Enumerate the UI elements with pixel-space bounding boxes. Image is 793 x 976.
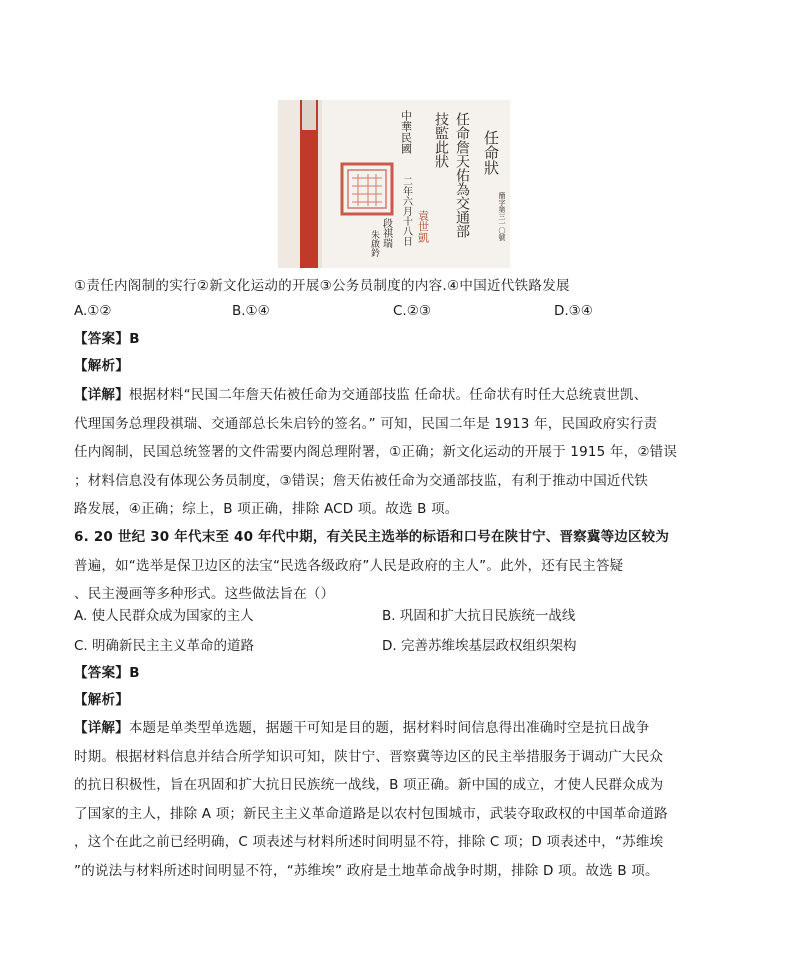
q6-analysis-heading — [74, 687, 129, 713]
era-text: 中華民國 — [399, 110, 413, 154]
q6-detail-line-6: ”的说法与材料所述时间明显不符，“苏维埃” 政府是土地革命战争时期，排除 D 项。故选 B 项。 — [74, 862, 659, 879]
q5-option-b[interactable]: B.①④ — [232, 303, 270, 319]
appointment-certificate-photo — [278, 100, 510, 268]
detail-tag: 【详解】 — [74, 720, 129, 736]
q6-stem-line-2: 普遍，如“选举是保卫边区的法宝“民选各级政府”人民是政府的主人”。此外，还有民主答疑 — [74, 557, 624, 574]
q6-stem-line-1: 6. 20 世纪 30 年代末至 40 年代中期，有关民主选举的标语和口号在陕甘宁、晋察冀等边区较为 — [74, 529, 670, 545]
q5-statements: ①责任内阁制的实行②新文化运动的开展③公务员制度的内容.④中国近代铁路发展 — [74, 278, 570, 294]
answer-tag: 【答案】 — [74, 331, 130, 347]
q6-detail-line-3: 的抗日积极性，旨在巩固和扩大抗日民族统一战线，B 项正确。新中国的成立，才使人民群众成为 — [74, 777, 664, 793]
q6-answer-line — [74, 660, 140, 686]
q6-detail-line-1: 【详解】本题是单类型单选题，据题干可知是目的题，据材料时间信息得出准确时空是抗日战争 — [74, 720, 650, 736]
q5-option-d[interactable]: D.③④ — [554, 303, 593, 319]
q6-answer-value: B — [129, 665, 140, 681]
q5-option-a[interactable]: A.①② — [74, 303, 112, 319]
q6-option-c[interactable]: C. 明确新民主主义革命的道路 — [74, 638, 255, 654]
q6-option-d[interactable]: D. 完善苏维埃基层政权组织架构 — [382, 638, 577, 654]
q6-option-a[interactable]: A. 使人民群众成为国家的主人 — [74, 608, 254, 624]
signer3-text: 朱啟鈐 — [369, 230, 379, 257]
analysis-tag: 【解析】 — [74, 692, 130, 708]
q6-detail-line-2: 时期。根据材料信息并结合所学知识可知，陕甘宁、晋察冀等边区的民主举措服务于调动广大民众 — [74, 748, 664, 765]
q6-detail-paragraph — [74, 714, 734, 885]
analysis-tag: 【解析】 — [74, 358, 130, 374]
signer2-text: 段祺瑞 — [380, 218, 392, 248]
q5-answer-value: B — [129, 331, 140, 347]
signer1-text: 袁世凱 — [416, 210, 430, 243]
answer-tag: 【答案】 — [74, 665, 130, 681]
serial-text: 簡字第三一〇號 — [498, 192, 506, 241]
q6-option-b[interactable]: B. 巩固和扩大抗日民族统一战线 — [382, 608, 576, 624]
q6-detail-line-4: 了国家的主人，排除 A 项；新民主主义革命道路是以农村包围城市，武装夺取政权的中国革命道路 — [74, 805, 668, 822]
q5-option-c[interactable]: C.②③ — [393, 303, 431, 319]
q5-analysis-heading — [74, 353, 129, 379]
line1-text: 任命詹天佑為交通部 — [454, 112, 470, 238]
q6-stem-line-3: 、民主漫画等多种形式。这些做法旨在（） — [74, 586, 335, 602]
title-text: 任命狀 — [482, 130, 500, 175]
q5-detail-line-4: ；材料信息没有体现公务员制度，③错误；詹天佑被任命为交通部技监，有利于推动中国近代铁 — [74, 472, 649, 489]
q5-answer-line — [74, 326, 140, 352]
q5-detail-line-2: 代理国务总理段祺瑞、交通部总长朱启钤的签名。” 可知，民国二年是 1913 年，民国政府实行责 — [74, 415, 658, 432]
line2-text: 技監此狀 — [433, 112, 449, 168]
q5-detail-line-3: 任内阁制，民国总统签署的文件需要内阁总理附署，①正确；新文化运动的开展于 1915 年，②错误 — [74, 444, 678, 460]
q6-detail-line-5: ，这个在此之前已经明确，C 项表述与材料所述时间明显不符，排除 C 项；D 项表述中，“苏维埃 — [74, 834, 664, 850]
q5-detail-paragraph — [74, 381, 734, 524]
q6-stem — [74, 523, 734, 609]
detail-tag: 【详解】 — [74, 387, 129, 403]
q5-detail-line-1: 【详解】根据材料“民国二年詹天佑被任命为交通部技监 任命状。任命状有时任大总统袁世凯、 — [74, 387, 648, 403]
date-text: 二年六月十八日 — [400, 176, 412, 246]
q5-detail-line-5: 路发展，④正确；综上，B 项正确，排除 ACD 项。故选 B 项。 — [74, 501, 459, 517]
